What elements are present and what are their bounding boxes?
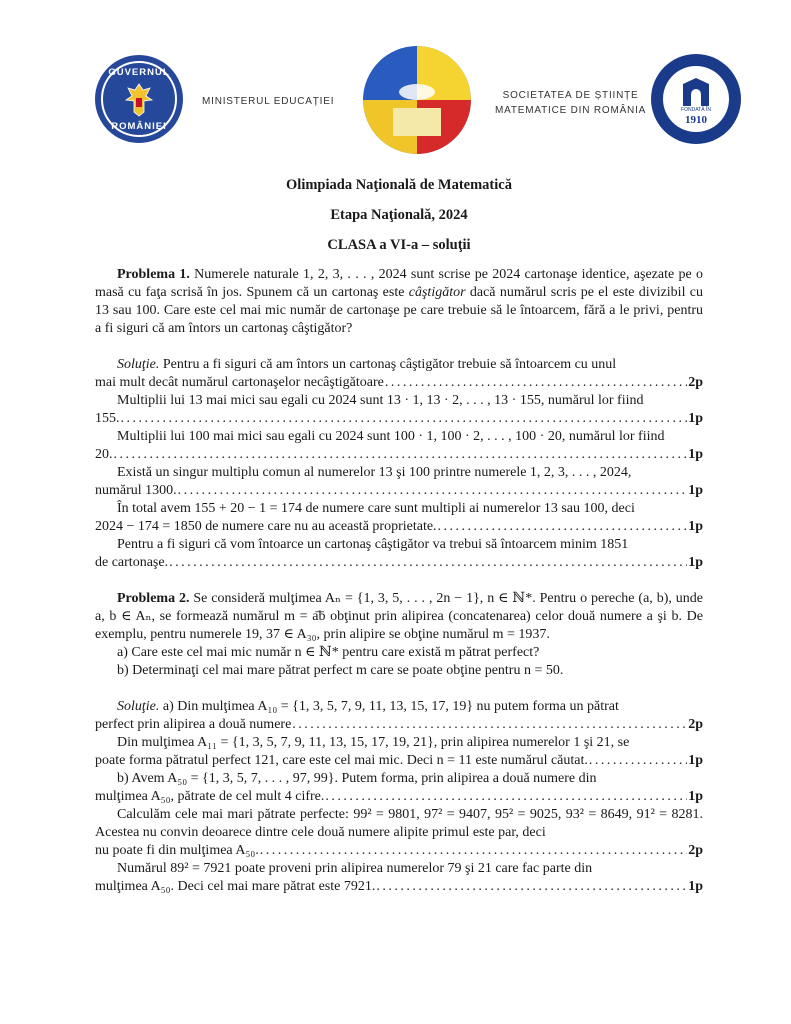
problem1-solution (95, 356, 703, 572)
page-title: Olimpiada Naţională de Matematică (286, 177, 512, 193)
leader-dots (589, 752, 687, 770)
grade-title: CLASA a VI-a – soluţii (327, 237, 471, 253)
spacer (95, 572, 703, 590)
p1-step-1-text: Pentru a fi siguri că am întors un cartonaş câştigător trebuie să întoarcem cu unul (159, 357, 617, 372)
leader-dots (292, 716, 687, 734)
olympiad-logo (363, 46, 471, 154)
problem2-text: Se consideră mulţimea Aₙ = {1, 3, 5, . . . , 2n − 1}, n ∈ ℕ*. Pentru o pereche (a, b), unde a, b ∈ Aₙ, se formează numărul m = a͞b obţinut prin alipirea (concatenarea) celor două numere a şi b. De exemplu, pentru numerele 19, 37 ∈ A₃₀, prin alipire se obţine numărul m = 1937. (95, 591, 703, 642)
p2-step-1-text: a) Din mulţimea A₁₀ = {1, 3, 5, 7, 9, 11, 13, 15, 17, 19} nu putem forma un pătrat (159, 699, 619, 714)
spacer (95, 338, 703, 356)
p2-step-2-points: 1p (688, 753, 703, 768)
p1-step-5-line-a: În total avem 155 + 20 − 1 = 174 de numere care sunt multipli ai numerelor 13 sau 100, deci (117, 501, 635, 516)
p1-step-6-line-b (95, 554, 703, 572)
leader-dots (260, 842, 687, 860)
p1-step-6-tail: de cartonaşe. (95, 555, 169, 570)
p2-solution-label: Soluţie. (117, 699, 160, 714)
p2-step-4-points: 2p (688, 843, 703, 858)
problem1-label: Problema 1. (117, 267, 190, 282)
society-seal (651, 54, 741, 144)
p2-step-2-line-b (95, 752, 703, 770)
p1-step-1-line-b (95, 374, 703, 392)
p2-step-3-tail: mulţimea A₅₀, pătrate de cel mult 4 cifre. (95, 789, 325, 804)
logo-header (95, 52, 745, 162)
p1-step-5-points: 1p (688, 519, 703, 534)
society-seal-founded: FONDATĂ ÎN (681, 107, 711, 113)
p2-step-3-points: 1p (688, 789, 703, 804)
p2-step-3-line-b (95, 788, 703, 806)
p1-step-4-line-b (95, 482, 703, 500)
p1-step-3-tail: 20. (95, 447, 113, 462)
society-seal-year: 1910 (685, 114, 707, 126)
arch-icon (681, 76, 711, 106)
government-seal (95, 55, 183, 143)
p2-step-2-line-a: Din mulţimea A₁₁ = {1, 3, 5, 7, 9, 11, 13, 15, 17, 19, 21}, prin alipirea numerelor 1 şi 21, se (117, 735, 630, 750)
p1-step-6-points: 1p (688, 555, 703, 570)
government-seal-bottom-text: ROMÂNIEI (111, 121, 167, 132)
p2-step-1-points: 2p (688, 717, 703, 732)
problem1-text-a: Numerele naturale 1, 2, 3, . . . , 2024 sunt scrise pe 2024 cartonaşe identice, aşezate pe o masă cu faţa scrisă în jos. Spunem că un cartonaş este (95, 267, 703, 300)
ministry-name: MINISTERUL EDUCAȚIEI (202, 96, 335, 107)
p1-step-1-line-a (95, 356, 703, 374)
p2-step-5-line-b (95, 878, 703, 896)
problem2-solution (95, 698, 703, 896)
p1-step-3-line-b (95, 446, 703, 464)
problem1-term: câştigător (408, 285, 466, 300)
leader-dots (121, 410, 688, 428)
problem2-statement (95, 590, 703, 644)
eagle-icon (124, 82, 154, 118)
p1-solution-label: Soluţie. (117, 357, 160, 372)
p1-step-4-line-a: Există un singur multiplu comun al numerelor 13 şi 100 printre numerele 1, 2, 3, . . . , 2024, (117, 465, 632, 480)
government-seal-top-text: GUVERNUL (108, 67, 170, 78)
society-name-line1: SOCIETATEA DE ȘTIINȚE (502, 90, 639, 101)
p2-step-5-line-a: Numărul 89² = 7921 poate proveni prin alipirea numerelor 79 şi 21 care fac parte din (117, 861, 593, 876)
p2-step-1-line-b (95, 716, 703, 734)
p1-step-5-line-b (95, 518, 703, 536)
leader-dots (438, 518, 688, 536)
p1-step-2-points: 1p (688, 411, 703, 426)
p1-step-3-points: 1p (688, 447, 703, 462)
p1-step-4-tail: numărul 1300. (95, 483, 177, 498)
spacer (95, 680, 703, 698)
problem2-question-b: b) Determinaţi cel mai mare pătrat perfect m care se poate obţine pentru n = 50. (117, 663, 564, 678)
p2-step-5-points: 1p (688, 879, 703, 894)
leader-dots (178, 482, 688, 500)
p2-step-3-line-a: b) Avem A₅₀ = {1, 3, 5, 7, . . . , 97, 99}. Putem forma, prin alipirea a două numere din (117, 771, 597, 786)
p1-step-2-line-b (95, 410, 703, 428)
p2-step-1-line-a (95, 698, 703, 716)
p1-step-2-tail: 155. (95, 411, 120, 426)
p1-step-5-tail: 2024 − 174 = 1850 de numere care nu au această proprietate. (95, 519, 437, 534)
p2-step-4-line-b (95, 842, 703, 860)
leader-dots (385, 374, 687, 392)
society-name (495, 88, 646, 118)
leader-dots (169, 554, 687, 572)
p2-step-2-tail: poate forma pătratul perfect 121, care este cel mai mic. Deci n = 11 este numărul căutat. (95, 753, 588, 768)
stage-title: Etapa Naţională, 2024 (330, 207, 468, 223)
p1-step-3-line-a: Multiplii lui 100 mai mici sau egali cu 2024 sunt 100 · 1, 100 · 2, . . . , 100 · 20, numărul lor fiind (117, 429, 665, 444)
leader-dots (114, 446, 688, 464)
problem1-text-b: dacă numărul scris pe el este divizibil cu 13 sau 100. Care este cel mai mic număr de cartonaşe pe care trebuie să le întoarcem, fără a le privi, pentru a fi siguri că am întors un cartonaş câştigător? (95, 285, 703, 336)
p1-step-2-line-a: Multiplii lui 13 mai mici sau egali cu 2024 sunt 13 · 1, 13 · 2, . . . , 13 · 155, numărul lor fiind (117, 393, 644, 408)
document-body (95, 266, 703, 896)
p2-step-4-line-a: Calculăm cele mai mari pătrate perfecte: 99² = 9801, 97² = 9407, 95² = 9025, 93² = 8649, 91² = 8281. Acestea nu convin deoarece dintre cele două numere alipite primul este par, deci (95, 807, 703, 840)
p1-step-6-line-a: Pentru a fi siguri că vom întoarce un cartonaş câştigător va trebui să întoarcem minim 1851 (117, 537, 629, 552)
problem2-question-a: a) Care este cel mai mic număr n ∈ ℕ* pentru care există m pătrat perfect? (117, 645, 540, 660)
problem1-statement (95, 266, 703, 338)
problem2-label: Problema 2. (117, 591, 190, 606)
society-name-line2: MATEMATICE DIN ROMÂNIA (495, 105, 647, 116)
leader-dots (325, 788, 687, 806)
leader-dots (376, 878, 687, 896)
p1-step-4-points: 1p (688, 483, 703, 498)
p1-step-1-points: 2p (688, 375, 703, 390)
p2-step-5-tail: mulţimea A₅₀. Deci cel mai mare pătrat este 7921. (95, 879, 376, 894)
p1-step-1-tail: mai mult decât numărul cartonaşelor necâştigătoare (95, 375, 384, 390)
p2-step-1-tail: perfect prin alipirea a două numere (95, 717, 292, 732)
p2-step-4-tail: nu poate fi din mulţimea A₅₀. (95, 843, 259, 858)
